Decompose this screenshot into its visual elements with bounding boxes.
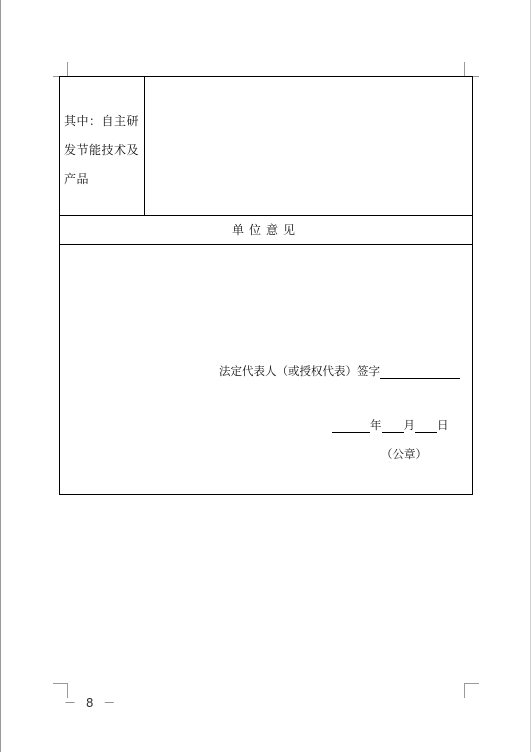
unit-opinion-area[interactable] bbox=[60, 245, 472, 494]
date-line bbox=[332, 417, 449, 433]
month-blank[interactable] bbox=[382, 420, 404, 433]
section-title-unit-opinion: 单位意见 bbox=[231, 223, 300, 237]
crop-mark-bottom-right bbox=[464, 683, 479, 698]
label-cell bbox=[60, 77, 145, 215]
day-label: 日 bbox=[437, 418, 449, 432]
form-table bbox=[59, 76, 473, 495]
year-blank[interactable] bbox=[332, 420, 370, 433]
signature-line bbox=[219, 363, 460, 379]
signature-blank[interactable] bbox=[380, 366, 460, 379]
seal-label: （公章） bbox=[381, 447, 427, 461]
table-row-self-developed bbox=[60, 77, 472, 216]
crop-mark-top-left bbox=[53, 62, 68, 77]
month-label: 月 bbox=[403, 418, 415, 432]
page-number: － 8 － bbox=[64, 696, 119, 710]
page-edge-left bbox=[0, 0, 1, 752]
signature-label: 法定代表人（或授权代表）签字 bbox=[219, 364, 380, 378]
day-blank[interactable] bbox=[415, 420, 437, 433]
value-cell-self-developed[interactable] bbox=[145, 77, 472, 215]
crop-mark-top-right bbox=[464, 62, 479, 77]
year-label: 年 bbox=[370, 418, 382, 432]
row-label-self-developed: 其中：自主研发节能技术及产品 bbox=[64, 114, 140, 186]
table-row-section-header bbox=[60, 216, 472, 245]
